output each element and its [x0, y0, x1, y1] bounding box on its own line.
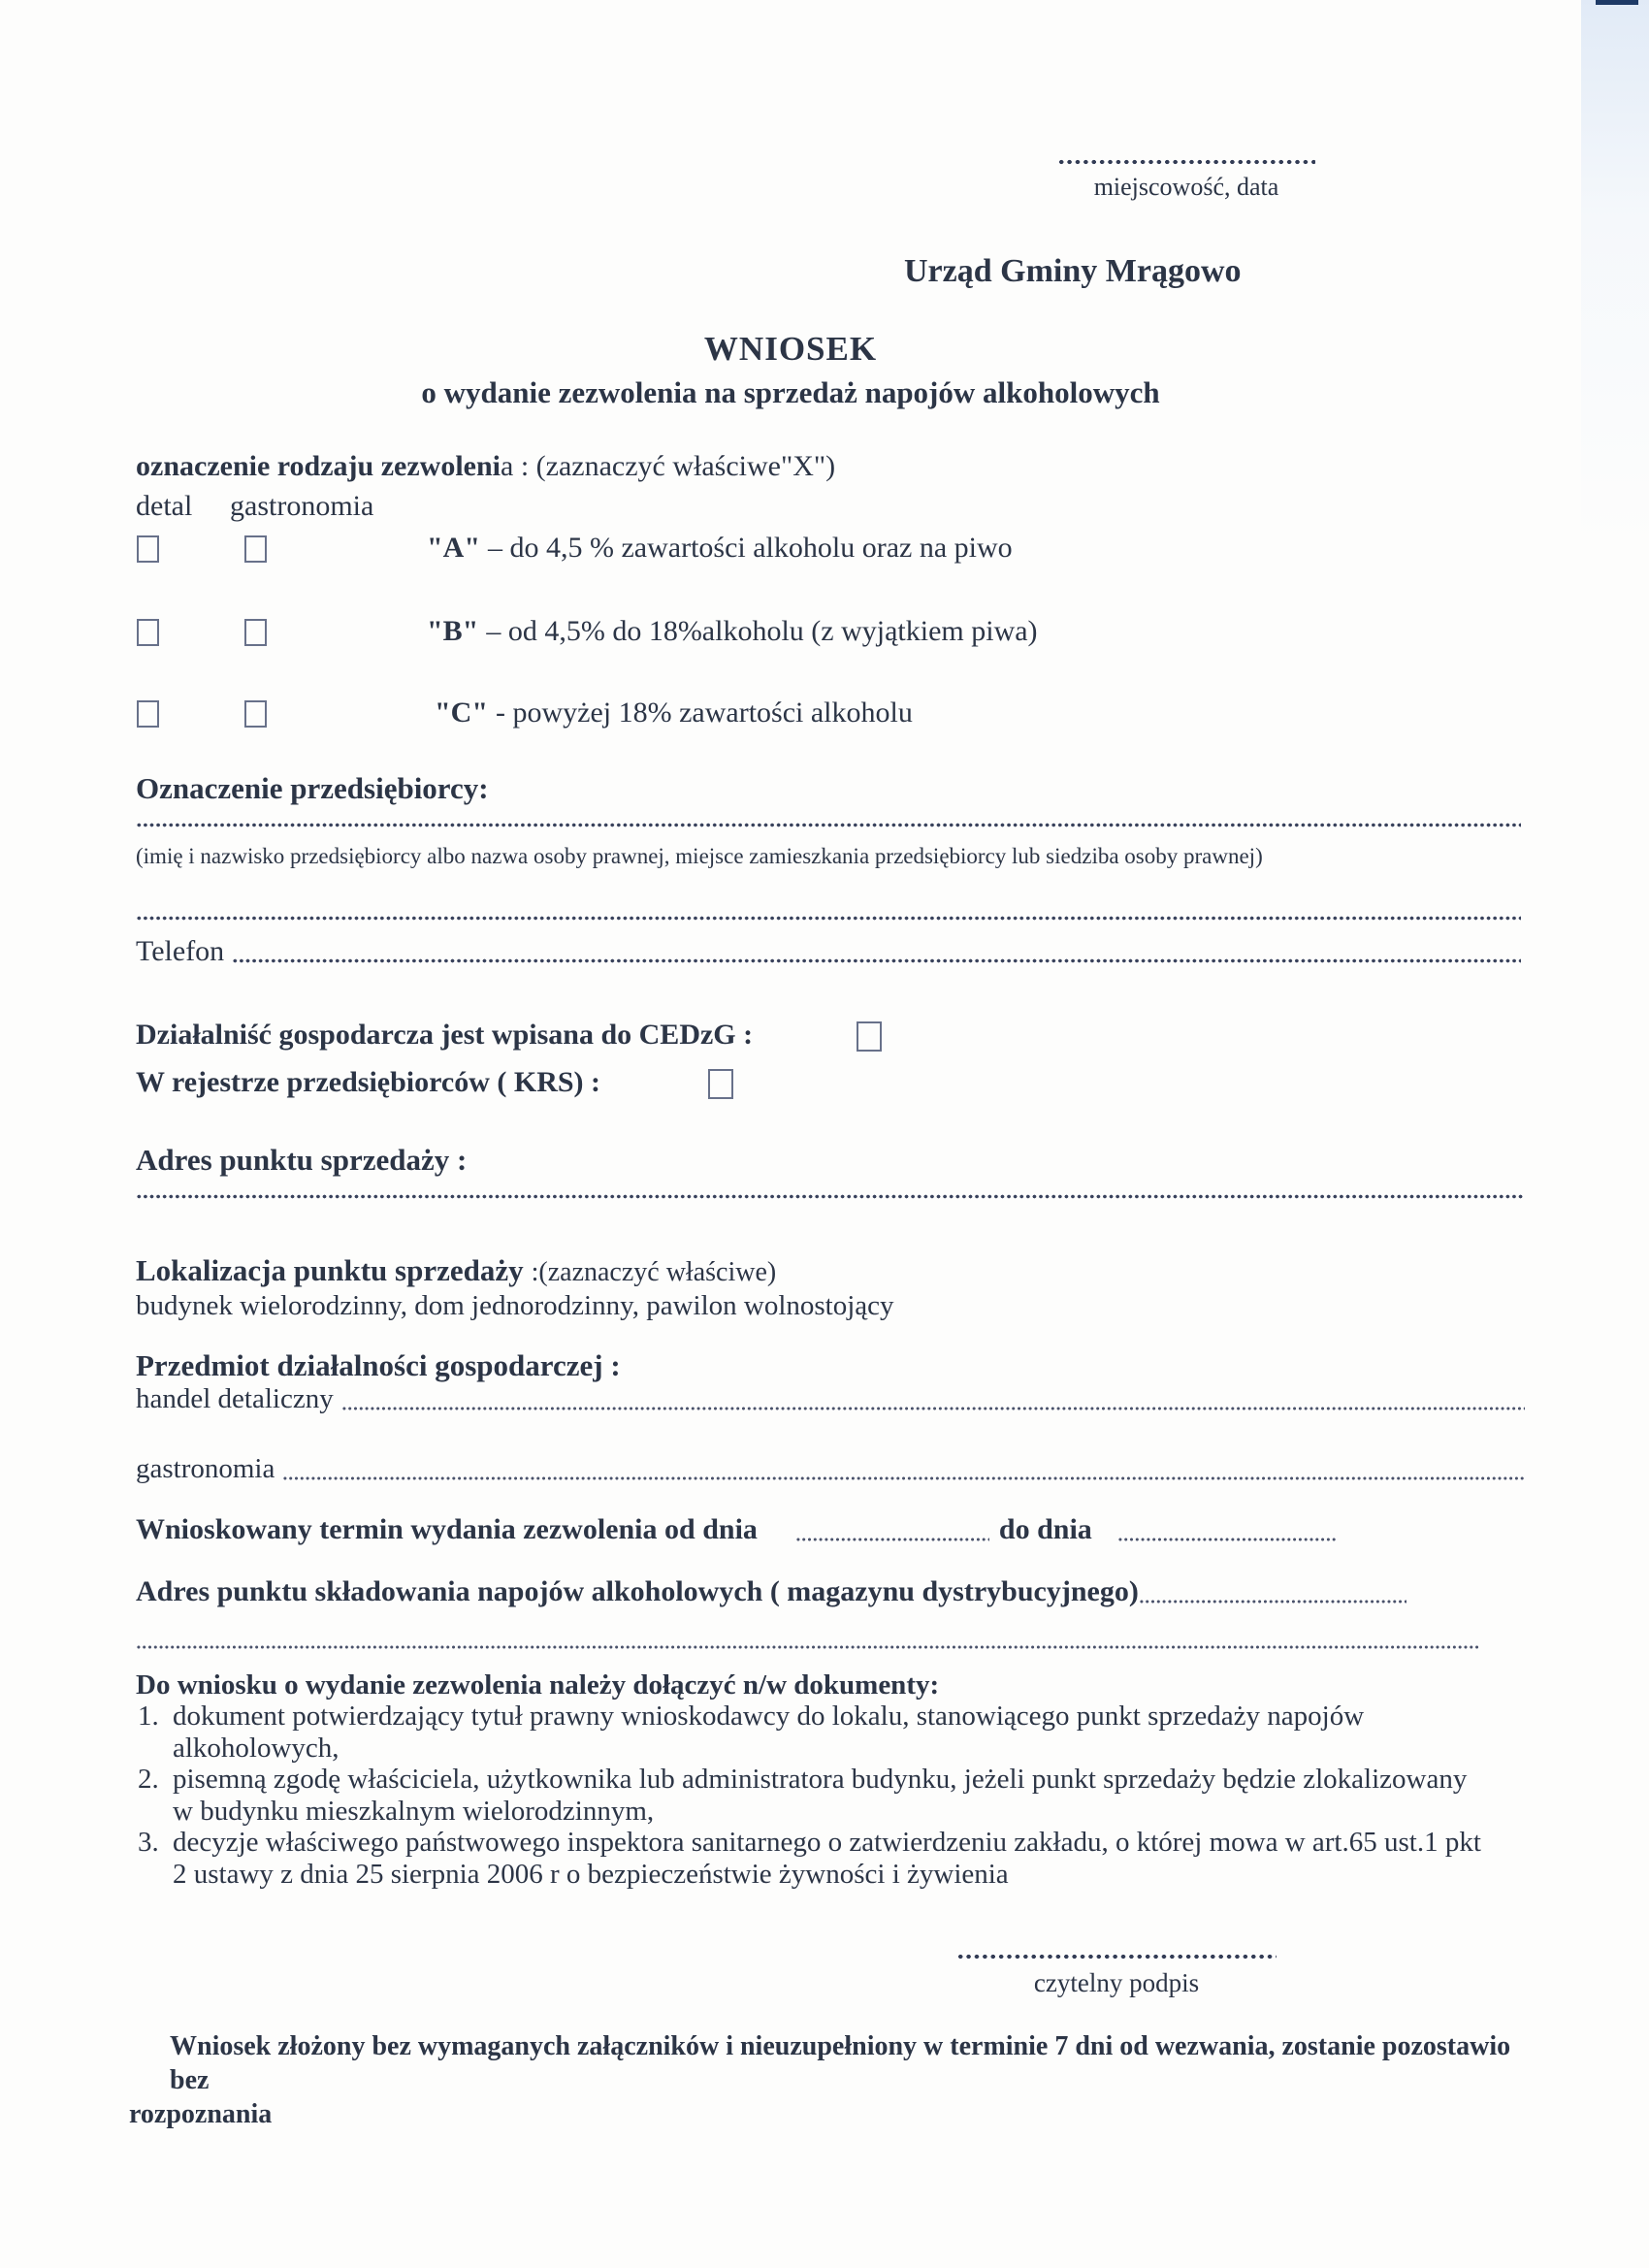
location-heading — [136, 1253, 776, 1288]
permit-row-c — [435, 697, 913, 729]
term-to-fill-line[interactable] — [1117, 1534, 1336, 1542]
form-title-line1: WNIOSEK — [703, 330, 878, 368]
attachment-item-1-line-2: alkoholowych, — [173, 1732, 340, 1764]
scan-corner-artifact — [1596, 0, 1638, 5]
place-date-block — [1057, 157, 1315, 202]
place-date-label: miejscowość, data — [1093, 173, 1279, 201]
form-title-line2: o wydanie zezwolenia na sprzedaż napojów alkoholowych — [421, 375, 1160, 409]
phone-label: Telefon — [136, 935, 225, 967]
permit-desc-b: – od 4,5% do 18%alkoholu (z wyjątkiem piwa) — [486, 615, 1038, 647]
krs-label: W rejestrze przedsiębiorców ( KRS) : — [136, 1066, 601, 1098]
storage-row — [136, 1575, 1406, 1608]
sales-address-fill-line[interactable] — [136, 1191, 1525, 1200]
attachment-item-2-number: 2. — [138, 1764, 159, 1795]
office-name: Urząd Gminy Mrągowo — [904, 253, 1242, 289]
attachment-item-2-line-2: w budynku mieszkalnym wielorodzinnym, — [173, 1795, 655, 1827]
entrepreneur-name-fill-line-2[interactable] — [136, 913, 1521, 922]
attachment-item-1 — [136, 1701, 1547, 1764]
checkbox-permit-a-detal[interactable] — [137, 535, 159, 563]
permit-type-heading-rest: a : (zaznaczyć właściwe"X") — [501, 450, 836, 482]
attachment-item-3-line-1: decyzje właściwego państwowego inspektora sanitarnego o zatwierdzeniu zakładu, o której mowa w art.65 ust.1 pkt — [173, 1827, 1481, 1858]
scan-edge-artifact — [1581, 0, 1649, 543]
attachments-list — [136, 1701, 1547, 1890]
storage-fill-line[interactable] — [1139, 1596, 1406, 1604]
permit-row-a — [427, 532, 1013, 565]
gastronomy-label: gastronomia — [136, 1453, 275, 1484]
attachment-item-3-number: 3. — [138, 1827, 159, 1858]
retail-label: handel detaliczny — [136, 1383, 334, 1414]
location-options: budynek wielorodzinny, dom jednorodzinny, pawilon wolnostojący — [136, 1290, 894, 1321]
gastronomy-fill-line[interactable] — [282, 1473, 1525, 1481]
entrepreneur-name-fill-line-1[interactable] — [136, 820, 1521, 828]
term-row — [136, 1513, 1525, 1546]
checkbox-permit-b-detal[interactable] — [137, 619, 159, 646]
form-title-block — [262, 330, 1319, 410]
permit-type-heading — [136, 450, 835, 483]
entrepreneur-heading: Oznaczenie przedsiębiorcy: — [136, 771, 489, 805]
term-to-label: do dnia — [998, 1513, 1092, 1545]
checkbox-permit-b-gastronomia[interactable] — [244, 619, 267, 646]
retail-row — [136, 1383, 1525, 1415]
storage-fill-line-2[interactable] — [136, 1641, 1479, 1650]
attachments-heading: Do wniosku o wydanie zezwolenia należy dołączyć n/w dokumenty: — [136, 1669, 940, 1701]
retail-fill-line[interactable] — [341, 1403, 1525, 1411]
permit-desc-c: - powyżej 18% zawartości alkoholu — [495, 697, 913, 729]
checkbox-permit-a-gastronomia[interactable] — [244, 535, 267, 563]
attachment-item-2 — [136, 1764, 1547, 1827]
signature-fill-line[interactable] — [956, 1952, 1277, 1960]
attachment-item-3-line-2: 2 ustawy z dnia 25 sierpnia 2006 r o bezpieczeństwie żywności i żywienia — [173, 1858, 1009, 1890]
attachment-item-2-line-1: pisemną zgodę właściciela, użytkownika lub administratora budynku, jeżeli punkt sprzedaży będzie zlokalizowany — [173, 1764, 1468, 1795]
checkbox-permit-c-gastronomia[interactable] — [244, 700, 267, 728]
permit-row-b — [427, 615, 1038, 648]
column-label-gastronomia: gastronomia — [230, 490, 374, 522]
signature-block — [956, 1952, 1277, 1998]
attachment-item-3 — [136, 1827, 1547, 1890]
location-heading-rest: :(zaznaczyć właściwe) — [531, 1257, 777, 1287]
checkbox-krs[interactable] — [708, 1069, 733, 1099]
attachment-item-1-number: 1. — [138, 1701, 159, 1732]
signature-label: czytelny podpis — [1033, 1968, 1200, 1997]
permit-code-a: "A" — [427, 532, 480, 564]
entrepreneur-note: (imię i nazwisko przedsiębiorcy albo nazwa osoby prawnej, miejsce zamieszkania przedsiębiorcy lub siedziba osoby prawnej) — [136, 844, 1263, 868]
business-heading: Przedmiot działalności gospodarczej : — [136, 1348, 621, 1382]
permit-type-heading-bold: oznaczenie rodzaju zezwoleni — [136, 450, 501, 482]
permit-desc-a: – do 4,5 % zawartości alkoholu oraz na piwo — [487, 532, 1013, 564]
attachment-item-1-line-1: dokument potwierdzający tytuł prawny wnioskodawcy do lokalu, stanowiącego punkt sprzedaży napojów — [173, 1701, 1365, 1732]
location-heading-bold: Lokalizacja punktu sprzedaży — [136, 1253, 524, 1287]
cedzg-label: Działalniść gospodarcza jest wpisana do CEDzG : — [136, 1019, 754, 1051]
sales-address-heading: Adres punktu sprzedaży : — [136, 1143, 468, 1177]
checkbox-cedzg[interactable] — [857, 1021, 882, 1052]
term-label: Wnioskowany termin wydania zezwolenia od dnia — [136, 1513, 758, 1545]
footer-warning-line-1: Wniosek złożony bez wymaganych załączników i nieuzupełniony w terminie 7 dni od wezwania, zostanie pozostawio bez — [170, 2031, 1511, 2095]
permit-code-b: "B" — [427, 615, 479, 647]
storage-label: Adres punktu składowania napojów alkoholowych ( magazynu dystrybucyjnego) — [136, 1575, 1139, 1607]
phone-fill-line[interactable] — [232, 956, 1521, 964]
footer-warning-line-2: rozpoznania — [129, 2099, 273, 2129]
footer-warning — [129, 2029, 1555, 2131]
gastronomy-row — [136, 1453, 1525, 1485]
place-date-fill-line[interactable] — [1057, 157, 1315, 166]
column-label-detal: detal — [136, 490, 193, 522]
phone-row — [136, 935, 1521, 968]
checkbox-permit-c-detal[interactable] — [137, 700, 159, 728]
term-from-fill-line[interactable] — [795, 1534, 989, 1542]
permit-code-c: "C" — [435, 697, 488, 729]
